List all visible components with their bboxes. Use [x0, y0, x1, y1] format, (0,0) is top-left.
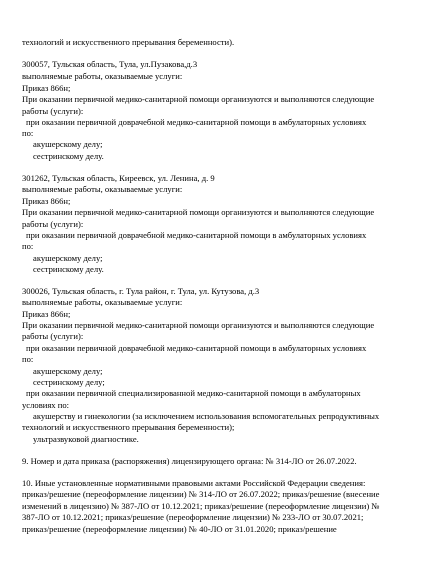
intro-line: технологий и искусственного прерывания беременности). — [22, 37, 235, 47]
section-9: 9. Номер и дата приказа (распоряжения) лицензирующего органа: № 314-ЛО от 26.07.2022. — [22, 456, 357, 466]
primary-line-2a: при оказании первичной доврачебной медико-санитарной помощи в амбулаторных условиях — [26, 230, 367, 240]
works-label-1: выполняемые работы, оказываемые услуги: — [22, 71, 183, 81]
service-item-3c-line2: технологий и искусственного прерывания беременности); — [22, 422, 235, 432]
org-line-3b: работы (услуги): — [22, 331, 84, 341]
order-2: Приказ 866н; — [22, 196, 71, 206]
service-item-3d: ультразвуковой диагностике. — [33, 434, 139, 444]
service-item-1b: сестринскому делу. — [33, 151, 104, 161]
org-line-1a: При оказании первичной медико-санитарной помощи организуются и выполняются следующие — [22, 94, 375, 104]
address-2: 301262, Тульская область, Киреевск, ул. Ленина, д. 9 — [22, 173, 215, 183]
special-line-3b: условиях по: — [22, 400, 70, 410]
section-10-line4: 387-ЛО от 10.12.2021; приказ/решение (переоформление лицензии) № 233-ЛО от 30.07.2021; — [22, 512, 364, 522]
org-line-2b: работы (услуги): — [22, 219, 84, 229]
works-label-3: выполняемые работы, оказываемые услуги: — [22, 297, 183, 307]
section-10-line3: изменений в лицензию) № 387-ЛО от 10.12.2021; приказ/решение (переоформление лицензии) № — [22, 501, 380, 511]
order-3: Приказ 866н; — [22, 309, 71, 319]
primary-line-2b: по: — [22, 241, 34, 251]
org-line-2a: При оказании первичной медико-санитарной помощи организуются и выполняются следующие — [22, 207, 375, 217]
org-line-1b: работы (услуги): — [22, 106, 84, 116]
service-item-3c-line1: акушерству и гинекологии (за исключением использования вспомогательных репродуктивных — [33, 411, 380, 421]
primary-line-3a: при оказании первичной доврачебной медико-санитарной помощи в амбулаторных условиях — [26, 343, 367, 353]
address-3: 300026, Тульская область, г. Тула район, г. Тула, ул. Кутузова, д.3 — [22, 286, 260, 296]
primary-line-1b: по: — [22, 128, 34, 138]
primary-line-1a: при оказании первичной доврачебной медико-санитарной помощи в амбулаторных условиях — [26, 117, 367, 127]
section-10-line2: приказ/решение (переоформление лицензии) № 314-ЛО от 26.07.2022; приказ/решение (внесение — [22, 489, 380, 499]
service-item-2a: акушерскому делу; — [33, 253, 103, 263]
org-line-3a: При оказании первичной медико-санитарной помощи организуются и выполняются следующие — [22, 320, 375, 330]
service-item-3b: сестринскому делу; — [33, 377, 105, 387]
service-item-1a: акушерскому делу; — [33, 139, 103, 149]
section-10-line1: 10. Иные установленные нормативными правовыми актами Российской Федерации сведения: — [22, 478, 366, 488]
address-1: 300057, Тульская область, Тула, ул.Пузакова,д.3 — [22, 59, 198, 69]
primary-line-3b: по: — [22, 354, 34, 364]
special-line-3a: при оказании первичной специализированной медико-санитарной помощи в амбулаторных — [26, 388, 361, 398]
service-item-2b: сестринскому делу. — [33, 264, 104, 274]
order-1: Приказ 866н; — [22, 83, 71, 93]
works-label-2: выполняемые работы, оказываемые услуги: — [22, 184, 183, 194]
section-10-line5: приказ/решение (переоформление лицензии) № 40-ЛО от 31.01.2020; приказ/решение — [22, 524, 337, 534]
service-item-3a: акушерскому делу; — [33, 366, 103, 376]
